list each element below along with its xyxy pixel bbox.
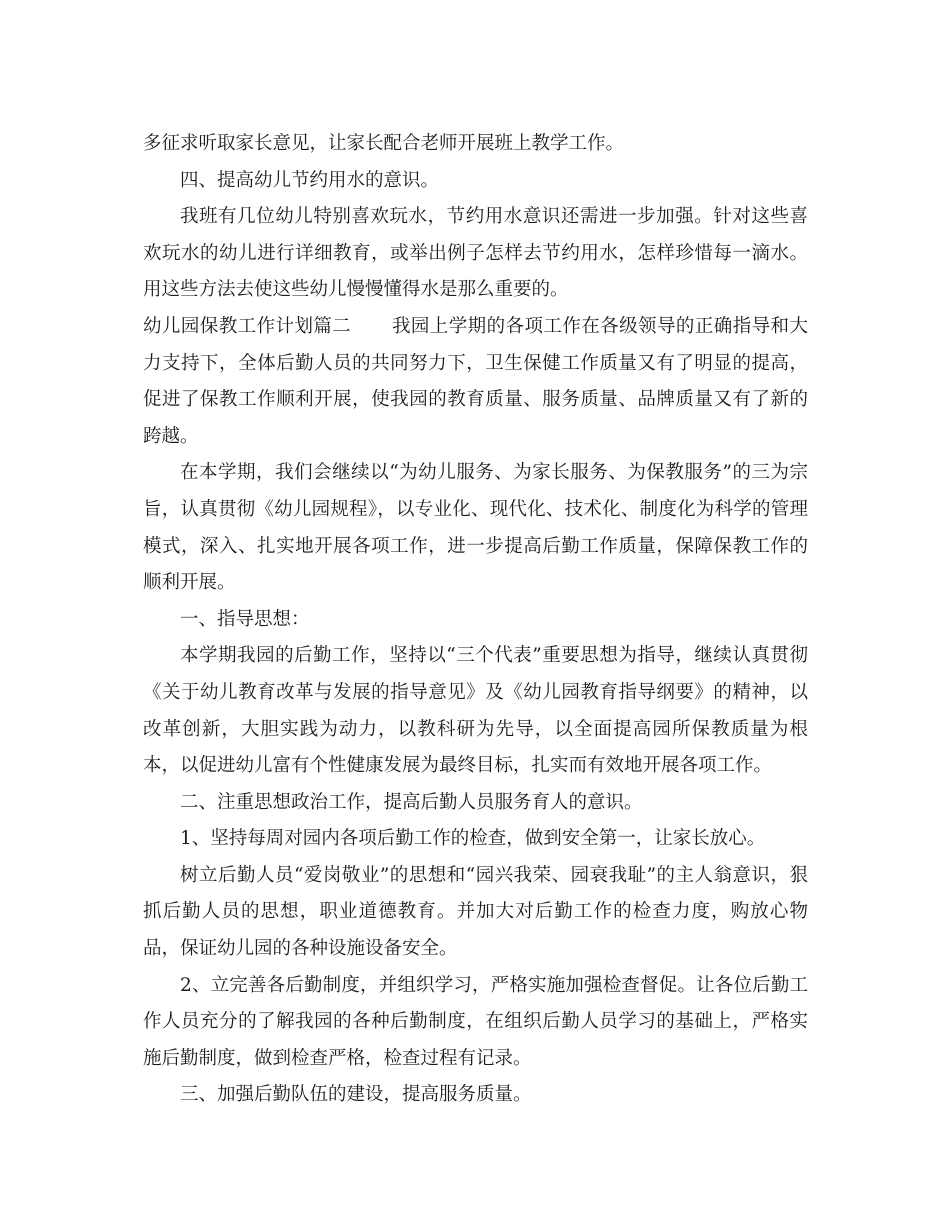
paragraph: 本学期我园的后勤工作，坚持以“三个代表”重要思想为指导，继续认真贯彻《关于幼儿教育改革与发展的指导意见》及《幼儿园教育指导纲要》的精神，以改革创新，大胆实践为动力，以教科研为先导，以全面提高园所保教质量为根本，以促进幼儿富有个性健康发展为最终目标，扎实而有效地开展各项工作。: [143, 645, 808, 777]
paragraph: 多征求听取家长意见，让家长配合老师开展班上教学工作。: [143, 133, 625, 154]
paragraph: 树立后勤人员“爱岗敬业”的思想和“园兴我荣、园衰我耻”的主人翁意识，狠抓后勤人员的思想，职业道德教育。并加大对后勤工作的检查力度，购放心物品，保证幼儿园的各种设施设备安全。: [143, 864, 808, 960]
section-heading: 二、注重思想政治工作，提高后勤人员服务育人的意识。: [180, 791, 643, 813]
list-item: 1、坚持每周对园内各项后勤工作的检查，做到安全第一，让家长放心。: [180, 828, 766, 850]
section-heading: 三、加强后勤队伍的建设，提高服务质量。: [180, 1084, 532, 1106]
document-body: [143, 126, 808, 1114]
list-item: 2、立完善各后勤制度，并组织学习，严格实施加强检查督促。让各位后勤工作人员充分的了解我园的各种后勤制度，在组织后勤人员学习的基础上，严格实施后勤制度，做到检查严格，检查过程有记录。: [143, 974, 808, 1069]
section-heading: 四、提高幼儿节约用水的意识。: [180, 169, 440, 191]
paragraph: 我班有几位幼儿特别喜欢玩水，节约用水意识还需进一步加强。针对这些喜欢玩水的幼儿进行详细教育，或举出例子怎样去节约用水，怎样珍惜每一滴水。用这些方法去使这些幼儿慢慢懂得水是那么重要的。: [143, 206, 808, 301]
section-heading: 一、指导思想：: [180, 608, 310, 630]
section-title: 幼儿园保教工作计划篇二: [143, 315, 352, 337]
paragraph: 在本学期，我们会继续以“为幼儿服务、为家长服务、为保教服务”的三为宗旨，认真贯彻《幼儿园规程》，以专业化、现代化、技术化、制度化为科学的管理模式，深入、扎实地开展各项工作，进一步提高后勤工作质量，保障保教工作的顺利开展。: [143, 462, 808, 594]
section-intro-paragraph: [143, 309, 808, 455]
section-intro-text: 我园上学期的各项工作在各级领导的正确指导和大力支持下，全体后勤人员的共同努力下，卫生保健工作质量又有了明显的提高，促进了保教工作顺利开展，使我园的教育质量、服务质量、品牌质量又有了新的跨越。: [143, 315, 808, 447]
